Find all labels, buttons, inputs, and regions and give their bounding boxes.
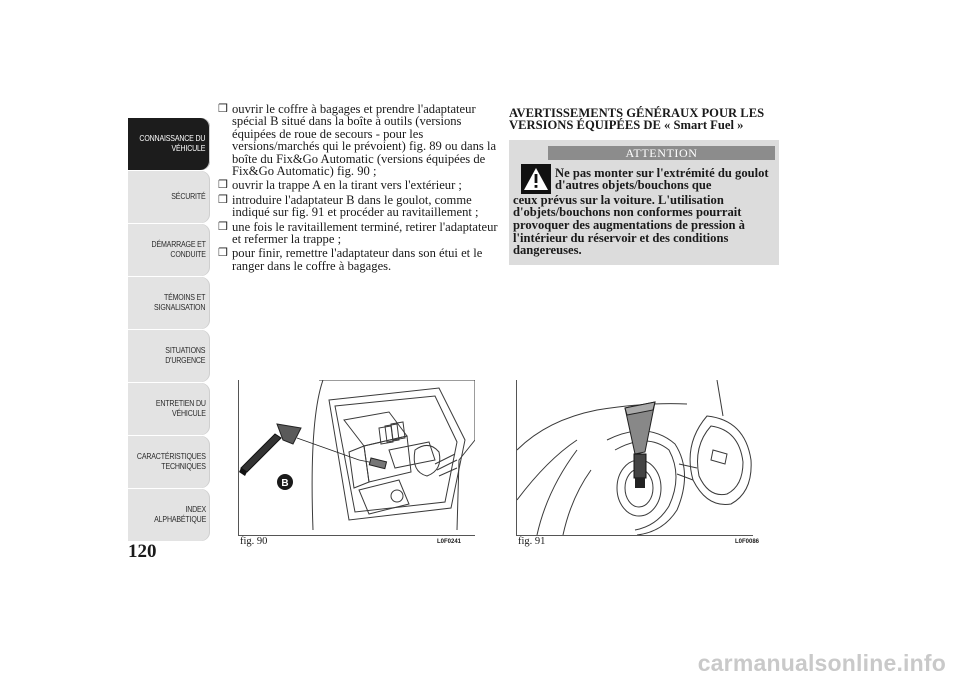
figure-90 bbox=[238, 380, 475, 536]
checkbox-bullet-icon: ❒ bbox=[218, 179, 228, 192]
list-item: ❒ une fois le ravitaillement terminé, retirer l'adaptateur et refermer la trappe ; bbox=[218, 219, 498, 247]
warning-box bbox=[509, 140, 779, 265]
small-adapter-in-box bbox=[369, 458, 386, 469]
funnel-adapter bbox=[625, 402, 655, 488]
tab-temoins-et-signalisation[interactable]: TÉMOINS ET SIGNALISATION bbox=[128, 277, 210, 329]
adapter-b bbox=[239, 424, 379, 476]
figure-90-code: L0F0241 bbox=[437, 539, 462, 545]
checkbox-bullet-icon: ❒ bbox=[218, 103, 228, 115]
list-item: ❒ ouvrir la trappe A en la tirant vers l'extérieur ; bbox=[218, 178, 462, 193]
fig91-drawing bbox=[517, 380, 753, 535]
warning-heading: ATTENTION bbox=[548, 146, 775, 160]
tab-caracteristiques-techniques[interactable]: CARACTÉRISTIQUES TECHNIQUES bbox=[128, 436, 210, 488]
warning-lead: Ne pas monter sur l'extrémité du goulot d'autres objets/bouchons que bbox=[555, 165, 769, 193]
watermark: carmanualsonline.info bbox=[697, 650, 946, 676]
figure-91 bbox=[516, 380, 753, 536]
list-item: ❒ introduire l'adaptateur B dans le goulot, comme indiqué sur fig. 91 et procéder au ravitaillement ; bbox=[218, 192, 479, 220]
warnings-section bbox=[509, 107, 781, 265]
warning-body: ceux prévus sur la voiture. L'utilisation d'objets/bouchons non conformes pourrait provoquer des augmentations de pression à l'intérieur du réservoir et des conditions dangereuses. bbox=[513, 192, 745, 258]
tab-securite[interactable]: SÉCURITÉ bbox=[128, 171, 210, 223]
tab-entretien-du-vehicule[interactable]: ENTRETIEN DU VÉHICULE bbox=[128, 383, 210, 435]
checkbox-bullet-icon: ❒ bbox=[218, 220, 228, 233]
figure-91-code: L0F0086 bbox=[735, 539, 760, 545]
checkbox-bullet-icon: ❒ bbox=[218, 193, 228, 206]
warning-triangle-icon bbox=[521, 164, 551, 194]
callout-b-label: B bbox=[281, 478, 289, 489]
page-number: 120 bbox=[128, 541, 157, 562]
tab-demarrage-et-conduite[interactable]: DÉMARRAGE ET CONDUITE bbox=[128, 224, 210, 276]
figure-90-caption: fig. 90 bbox=[240, 536, 268, 547]
tab-index-alphabetique[interactable]: INDEX ALPHABÉTIQUE bbox=[128, 489, 210, 541]
fig90-drawing bbox=[239, 380, 475, 535]
instruction-list bbox=[218, 103, 502, 274]
tab-connaissance-du-vehicule[interactable]: CONNAISSANCE DU VÉHICULE bbox=[128, 118, 210, 170]
section-title: AVERTISSEMENTS GÉNÉRAUX POUR LES VERSIONS ÉQUIPÉES DE « Smart Fuel » bbox=[509, 106, 765, 133]
list-item: ❒ pour finir, remettre l'adaptateur dans son étui et le ranger dans le coffre à bagages. bbox=[218, 246, 483, 273]
figure-91-caption: fig. 91 bbox=[518, 536, 546, 547]
tab-situations-d-urgence[interactable]: SITUATIONS D'URGENCE bbox=[128, 330, 210, 382]
checkbox-bullet-icon: ❒ bbox=[218, 247, 228, 260]
list-item: ❒ ouvrir le coffre à bagages et prendre l'adaptateur spécial B situé dans la boîte à outils (versions équipées de roue de secours - pour les versions/marchés qui le prévoient) fig. 89 ou dans la boîte du Fix&Go Automatic (versions équipées de Fix&Go Automatic) fig. 90 ; bbox=[218, 102, 497, 179]
